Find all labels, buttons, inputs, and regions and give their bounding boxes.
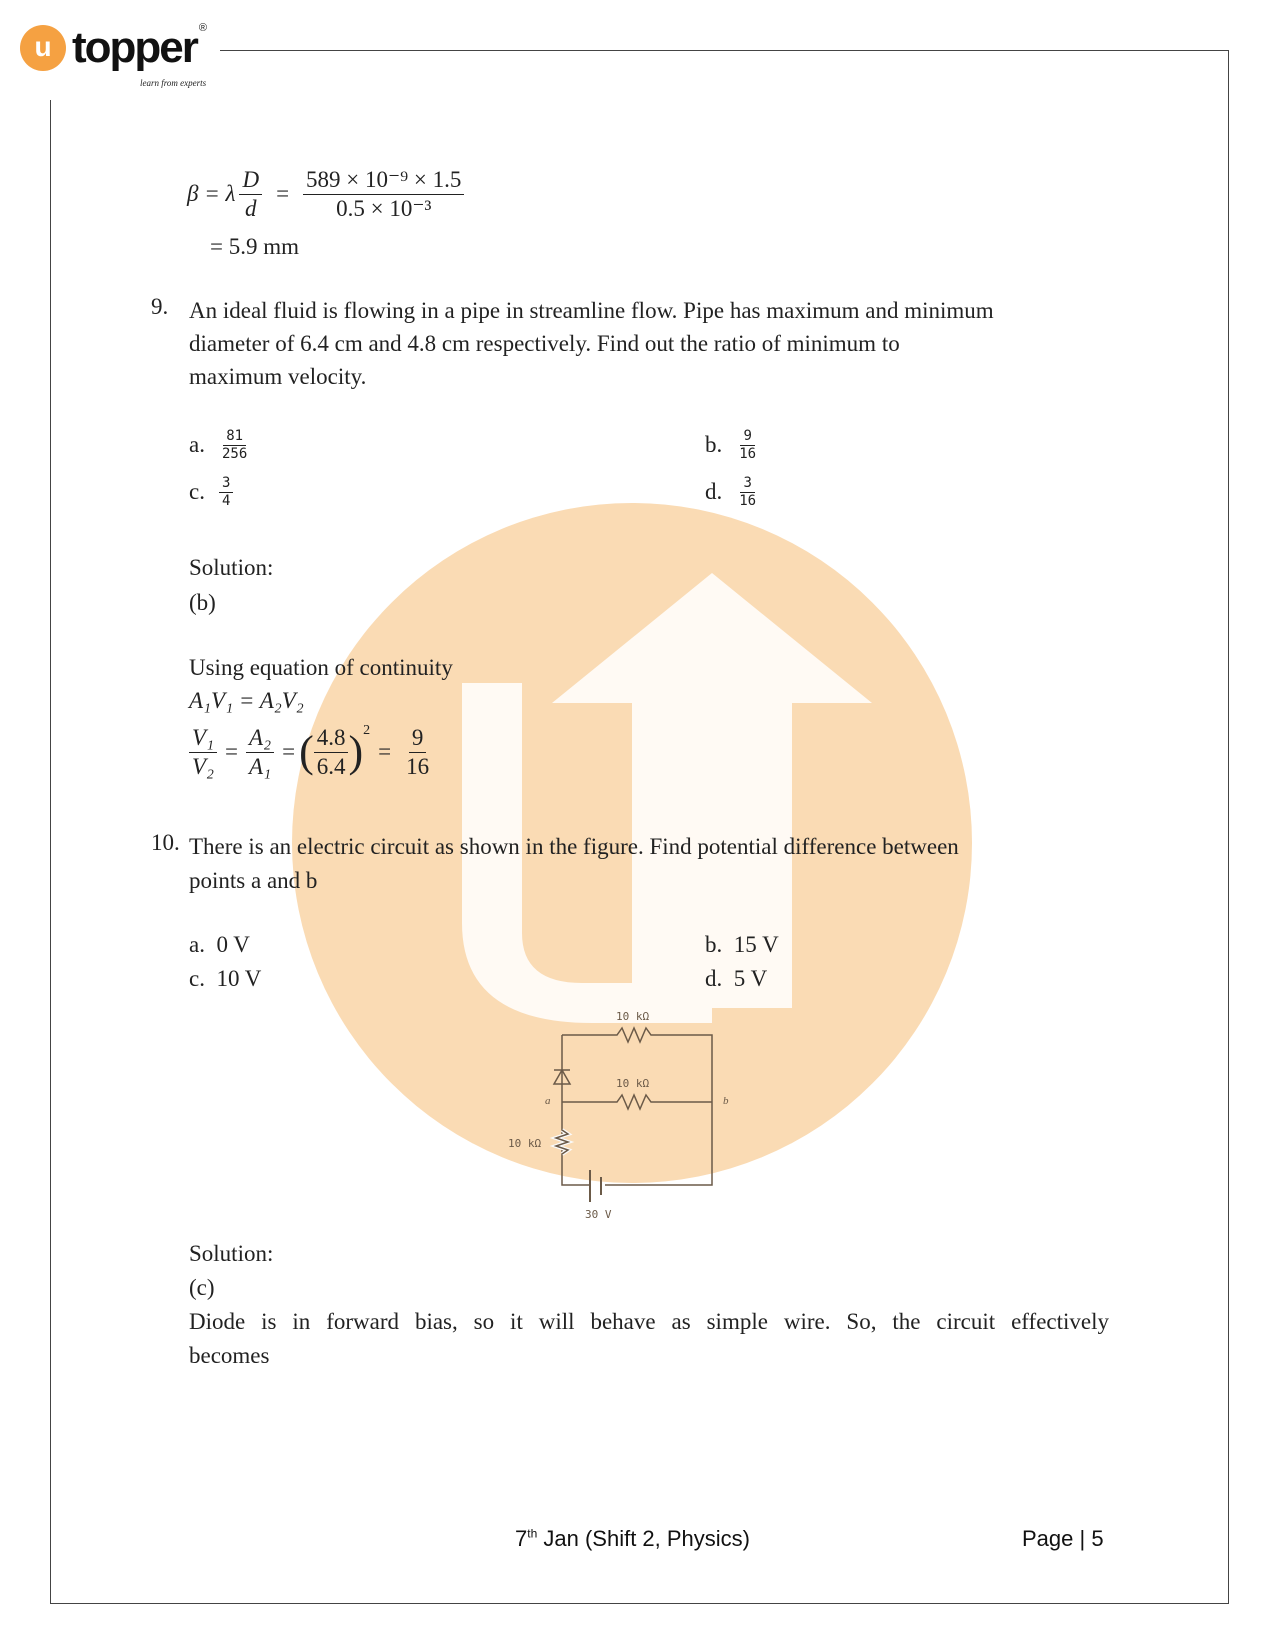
option-d[interactable] — [705, 475, 763, 510]
solution-label: Solution: — [189, 1241, 274, 1266]
frac-den: 4 — [221, 492, 231, 509]
frac-num: 9 — [409, 724, 427, 753]
frac-den: 0.5 × 10⁻³ — [336, 195, 432, 221]
text-line: diameter of 6.4 cm and 4.8 cm respectively. Find out the ratio of minimum to — [189, 331, 900, 356]
option-b[interactable] — [705, 428, 763, 463]
option-b[interactable] — [705, 932, 779, 958]
option-a[interactable] — [189, 932, 250, 958]
option-label: d. — [705, 966, 723, 991]
option-label: d. — [705, 479, 723, 505]
frac-num: 3 — [740, 475, 754, 493]
question-number: 9. — [151, 294, 169, 319]
solution-explanation: Using equation of continuity — [189, 655, 453, 680]
logo-text: topper — [72, 23, 197, 72]
option-d[interactable] — [705, 966, 767, 992]
node-a-label: a — [545, 1095, 551, 1107]
question-10-text — [189, 830, 959, 898]
resistor-label: 10 kΩ — [616, 1010, 650, 1023]
frac-num: 81 — [223, 428, 246, 446]
option-text: 10 V — [216, 966, 262, 991]
text-line: An ideal fluid is flowing in a pipe in streamline flow. Pipe has maximum and minimum — [189, 298, 994, 323]
frac-num: V₁ — [189, 724, 217, 753]
frac-den: d — [245, 195, 257, 221]
question-number: 10. — [151, 830, 180, 855]
exponent: 2 — [363, 723, 371, 738]
logo-tagline: learn from experts — [140, 78, 207, 88]
resistor-label: 10 kΩ — [616, 1077, 650, 1090]
frac-num: 4.8 — [314, 724, 349, 753]
frac-num: D — [239, 166, 262, 195]
option-text: 5 V — [733, 966, 768, 991]
option-label: b. — [705, 932, 723, 957]
frac-den: 16 — [406, 753, 430, 779]
footer-day: 7 — [515, 1526, 528, 1551]
option-label: c. — [189, 479, 205, 505]
logo-mark-icon: u — [20, 25, 66, 71]
page-border — [50, 50, 1229, 1604]
frac-den: A₁ — [249, 753, 272, 779]
option-label: a. — [189, 432, 205, 458]
solution-answer: (b) — [189, 590, 216, 615]
frac-den: 256 — [221, 445, 248, 462]
footer-sup: th — [527, 1526, 538, 1541]
option-label: b. — [705, 432, 723, 458]
node-b-label: b — [723, 1095, 729, 1107]
battery-label: 30 V — [585, 1208, 612, 1221]
option-text: 0 V — [216, 932, 250, 957]
logo — [20, 22, 207, 74]
text-line: maximum velocity. — [189, 364, 367, 389]
circuit-diagram — [480, 990, 780, 1230]
frac-num: 3 — [219, 475, 233, 493]
option-label: a. — [189, 932, 205, 957]
resistor-label: 10 kΩ — [508, 1137, 542, 1150]
registered-mark: ® — [198, 22, 207, 34]
page-number: Page | 5 — [1022, 1526, 1104, 1551]
solution-answer: (c) — [189, 1275, 215, 1300]
frac-den: 16 — [739, 445, 757, 462]
option-a[interactable] — [189, 428, 254, 463]
text-line: There is an electric circuit as shown in the figure. Find potential difference between — [189, 834, 959, 859]
footer-title-text: Jan (Shift 2, Physics) — [537, 1526, 751, 1551]
solution-explanation: becomes — [189, 1343, 270, 1368]
continuity-equation: A₁V₁ = A₂V₂ — [189, 688, 304, 713]
footer-title — [515, 1526, 750, 1552]
solution-explanation: Diode is in forward bias, so it will behave as simple wire. So, the circuit effectively — [189, 1309, 1109, 1334]
frac-den: 6.4 — [316, 753, 346, 779]
question-9-text — [189, 294, 994, 393]
option-c[interactable] — [189, 475, 237, 510]
option-c[interactable] — [189, 966, 261, 992]
frac-den: 16 — [739, 492, 757, 509]
solution-label: Solution: — [189, 555, 274, 580]
equals: = — [276, 181, 290, 207]
frac-num: 589 × 10⁻⁹ × 1.5 — [303, 166, 464, 195]
frac-num: 9 — [740, 428, 754, 446]
frac-den: V₂ — [192, 753, 215, 779]
beta-result: = 5.9 mm — [210, 234, 300, 259]
option-text: 15 V — [733, 932, 779, 957]
frac-num: A₂ — [246, 724, 274, 753]
formula-lhs: β = λ — [187, 181, 236, 207]
text-line: points a and b — [189, 868, 318, 893]
velocity-ratio-equation: $\frac{\text{V₁}}{\text{V₂}}$ = $\frac{\text{A₂}}{\text{A₁}}$ = ( $\frac{4.8}{6.4}$ ) 2 = $\frac{9}{16}$ — [185, 724, 436, 780]
beta-formula — [187, 166, 468, 222]
option-label: c. — [189, 966, 205, 991]
